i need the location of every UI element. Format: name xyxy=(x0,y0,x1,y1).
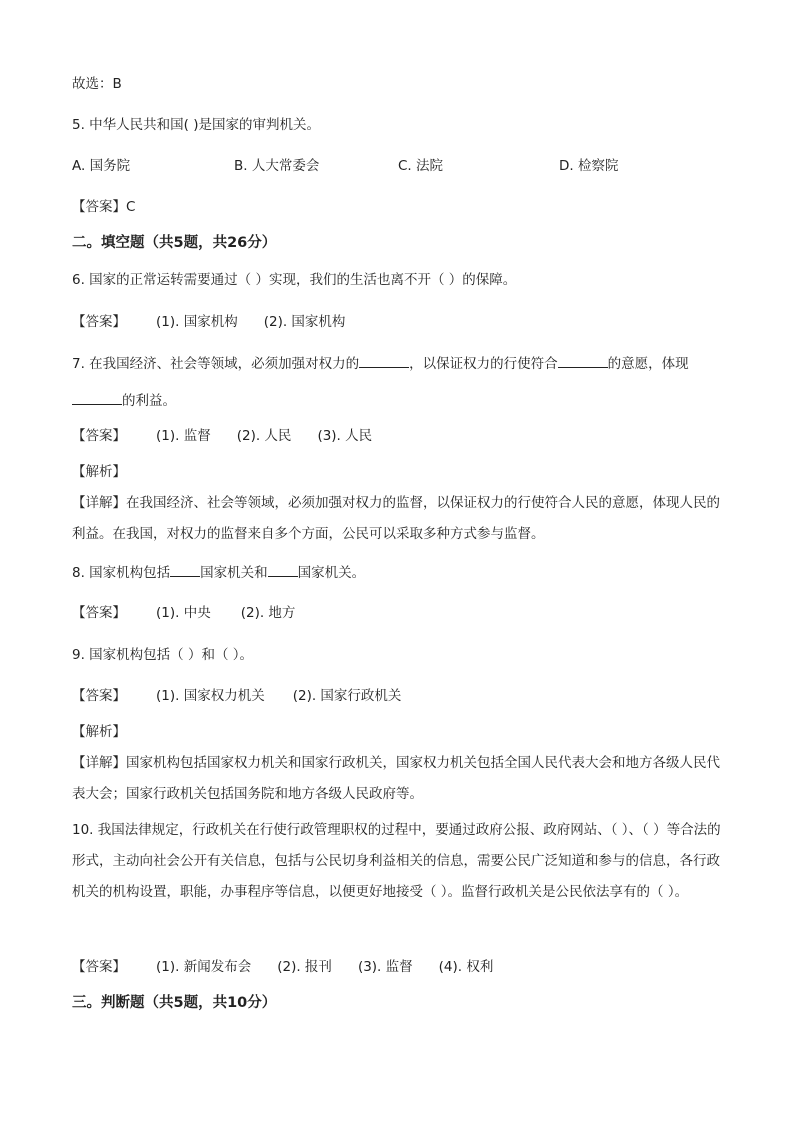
question-text: ，以保证权力的行使符合 xyxy=(409,356,558,372)
option-b: B. 人大常委会 xyxy=(234,158,320,174)
question-text: 的意愿，体现 xyxy=(607,356,689,372)
answer-7 xyxy=(72,426,722,446)
answer-9 xyxy=(72,686,722,706)
answer-part: (4). 权利 xyxy=(438,959,494,975)
question-5: 5. 中华人民共和国( )是国家的审判机关。 xyxy=(72,117,320,133)
option-c: C. 法院 xyxy=(398,158,444,174)
answer-part: (2). 人民 xyxy=(236,428,292,444)
question-7-line1 xyxy=(72,353,722,374)
answer-part: (3). 监督 xyxy=(357,959,413,975)
answer-part: (1). 监督 xyxy=(156,428,211,444)
answer-part: (2). 地方 xyxy=(240,605,296,621)
answer-label: 【答案】 xyxy=(72,688,126,704)
answer-part: (2). 报刊 xyxy=(277,959,332,975)
option-d: D. 检察院 xyxy=(559,158,619,174)
question-text: 的利益。 xyxy=(122,393,176,409)
answer-8 xyxy=(72,603,722,623)
option-a: A. 国务院 xyxy=(72,158,131,174)
answer-part: (1). 国家权力机关 xyxy=(156,688,265,704)
answer-part: (2). 国家行政机关 xyxy=(292,688,402,704)
analysis-detail-9: 【详解】国家机构包括国家权力机关和国家行政机关，国家权力机关包括全国人民代表大会和地方各级人民代表大会；国家行政机关包括国务院和地方各级人民政府等。 xyxy=(72,755,720,802)
answer-5: 【答案】C xyxy=(72,199,136,215)
question-8 xyxy=(72,562,722,583)
question-6: 6. 国家的正常运转需要通过（ ）实现，我们的生活也离不开（ ）的保障。 xyxy=(72,272,517,288)
blank-underline xyxy=(72,390,122,405)
question-text: 7. 在我国经济、社会等领域，必须加强对权力的 xyxy=(72,356,360,372)
section-heading-3: 三。判断题（共5题，共10分） xyxy=(72,995,277,1011)
answer-label: 【答案】 xyxy=(72,428,126,444)
answer-label: 【答案】 xyxy=(72,605,126,621)
text-line: 故选：B xyxy=(72,76,122,92)
blank-underline xyxy=(558,353,608,368)
answer-part: (1). 新闻发布会 xyxy=(156,959,252,975)
answer-6 xyxy=(72,312,722,332)
blank-underline xyxy=(170,562,200,577)
question-9: 9. 国家机构包括（ ）和（ ）。 xyxy=(72,647,254,663)
answer-10 xyxy=(72,957,722,977)
analysis-label: 【解析】 xyxy=(72,464,126,480)
question-text: 国家机关和 xyxy=(200,565,268,581)
answer-part: (1). 中央 xyxy=(156,605,211,621)
answer-part: (1). 国家机构 xyxy=(156,314,238,330)
question-5-options xyxy=(72,156,722,176)
question-10: 10. 我国法律规定，行政机关在行使行政管理职权的过程中，要通过政府公报、政府网站、（ ）、（ ）等合法的形式，主动向社会公开有关信息，包括与公民切身利益相关的信息，需要公民广泛知道和参与的信息，各行政机关的机构设置，职能，办事程序等信息，以便更好地接受（ ）。监督行政机关是公民依法享有的（ ）。 xyxy=(72,822,721,900)
question-7-line2 xyxy=(72,390,722,411)
answer-part: (3). 人民 xyxy=(317,428,373,444)
answer-label: 【答案】 xyxy=(72,959,126,975)
analysis-detail-7: 【详解】在我国经济、社会等领域，必须加强对权力的监督，以保证权力的行使符合人民的意愿，体现人民的利益。在我国，对权力的监督来自多个方面，公民可以采取多种方式参与监督。 xyxy=(72,495,720,542)
question-text: 国家机关。 xyxy=(297,565,366,581)
blank-underline xyxy=(268,562,298,577)
analysis-label: 【解析】 xyxy=(72,724,126,740)
blank-underline xyxy=(359,353,409,368)
question-text: 8. 国家机构包括 xyxy=(72,565,171,581)
answer-label: 【答案】 xyxy=(72,314,126,330)
answer-part: (2). 国家机构 xyxy=(263,314,346,330)
section-heading-2: 二。填空题（共5题，共26分） xyxy=(72,235,277,251)
